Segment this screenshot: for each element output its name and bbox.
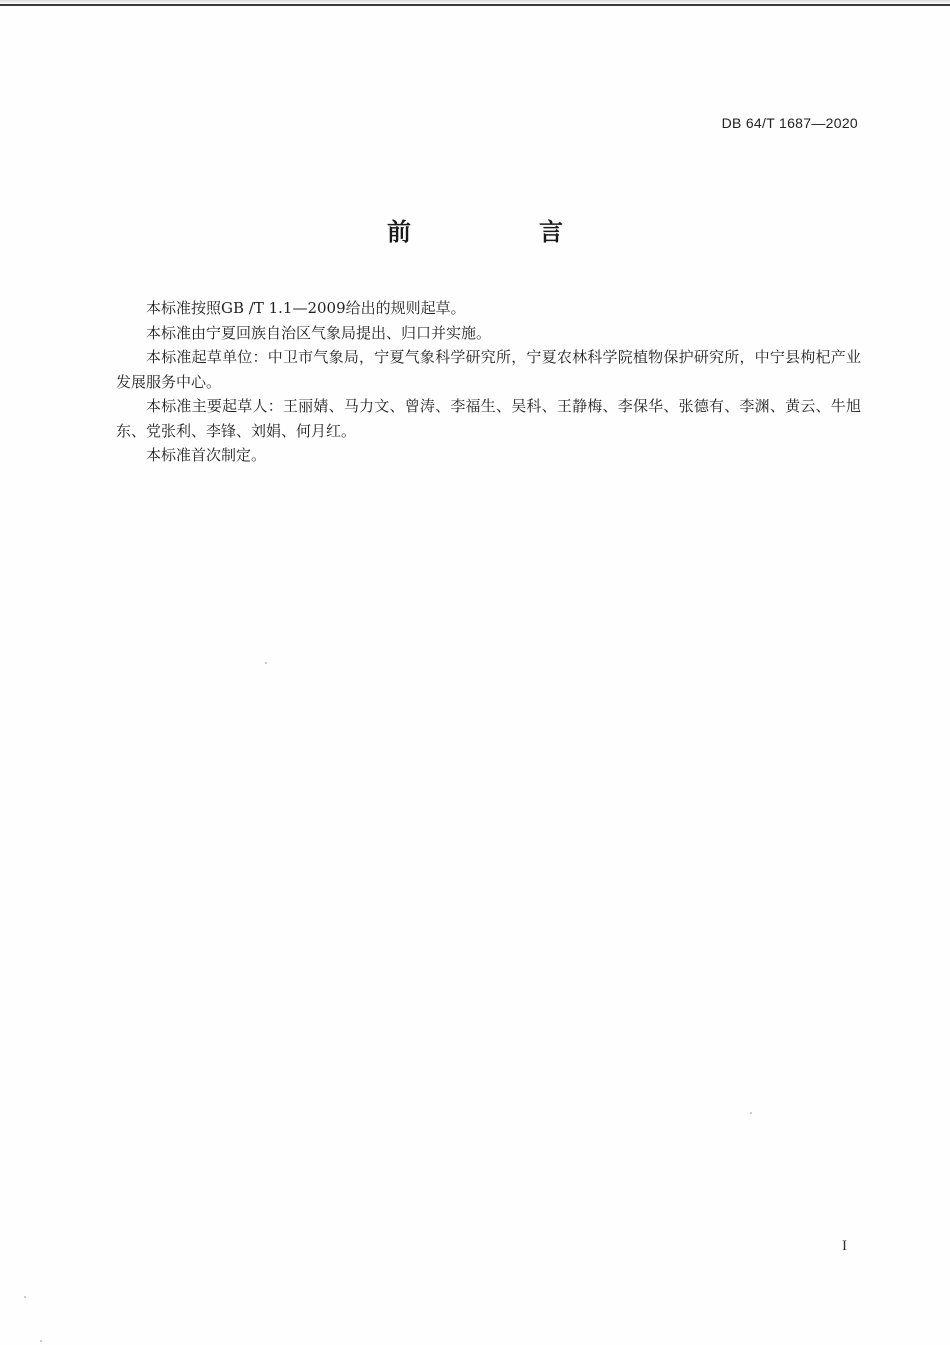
paragraph-drafting-rules: 本标准按照GB /T 1.1—2009给出的规则起草。 — [146, 299, 466, 317]
scan-speck — [265, 662, 267, 664]
scan-speck — [750, 1112, 752, 1114]
scan-top-edge — [0, 4, 950, 6]
page-number: I — [842, 1238, 847, 1254]
page-title: 前 言 — [387, 218, 615, 246]
paragraph-first-edition: 本标准首次制定。 — [146, 446, 267, 464]
scan-speck — [40, 1340, 42, 1342]
paragraph-proposer: 本标准由宁夏回族自治区气象局提出、归口并实施。 — [146, 323, 492, 342]
foreword-body — [116, 296, 861, 468]
paragraph-drafters: 本标准主要起草人：王丽婧、马力文、曾涛、李福生、吴科、王静梅、李保华、张德有、李渊、黄云、牛旭东、党张利、李锋、刘娟、何月红。 — [116, 397, 861, 440]
standard-code: DB 64/T 1687—2020 — [721, 115, 858, 131]
paragraph-drafting-units: 本标准起草单位：中卫市气象局，宁夏气象科学研究所，宁夏农林科学院植物保护研究所，中宁县枸杞产业发展服务中心。 — [116, 348, 861, 391]
scan-speck — [24, 1296, 26, 1298]
